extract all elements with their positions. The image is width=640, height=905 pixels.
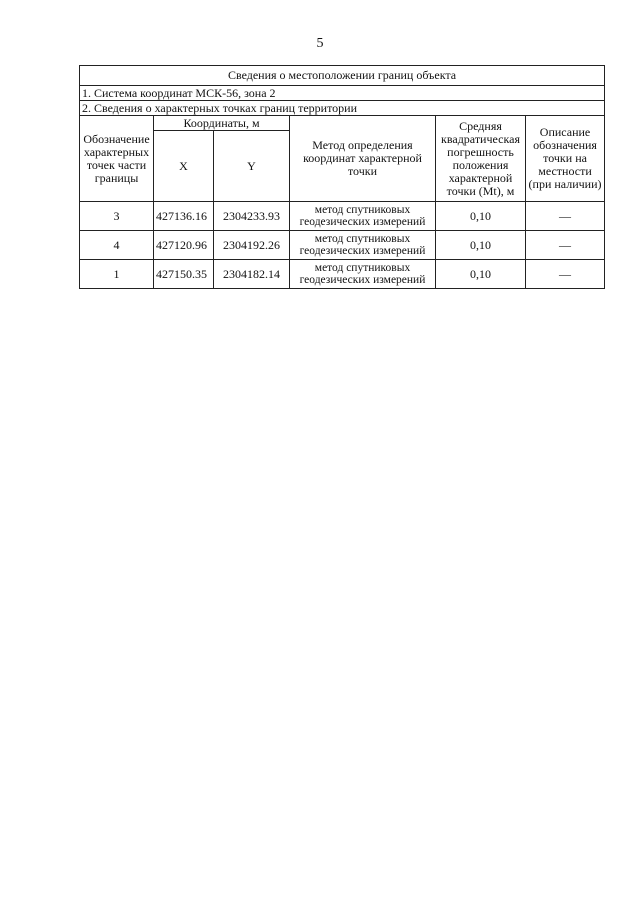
table-title: Сведения о местоположении границ объекта [80,66,605,86]
table-title-row [80,66,605,86]
section1-row [80,86,605,101]
boundary-points-line: 2. Сведения о характерных точках границ территории [80,101,605,116]
table-row [80,202,605,231]
accuracy-cell: 0,10 [436,231,526,260]
header-method: Метод определения координат характерной точки [290,116,436,202]
header-point-designation: Обозначение характерных точек части границы [80,116,154,202]
method-cell: метод спутниковых геодезических измерений [290,202,436,231]
x-cell: 427150.35 [154,260,214,289]
accuracy-cell: 0,10 [436,260,526,289]
page-number: 5 [316,36,324,51]
point-cell: 3 [80,202,154,231]
y-cell: 2304233.93 [214,202,290,231]
header-coordinates: Координаты, м [154,116,290,131]
method-cell: метод спутниковых геодезических измерений [290,260,436,289]
header-y: Y [214,131,290,202]
y-cell: 2304182.14 [214,260,290,289]
y-cell: 2304192.26 [214,231,290,260]
description-cell: — [526,202,605,231]
header-row-1 [80,116,605,131]
boundary-table [79,65,605,289]
point-cell: 1 [80,260,154,289]
accuracy-cell: 0,10 [436,202,526,231]
header-description: Описание обозначения точки на местности (при наличии) [526,116,605,202]
header-x: X [154,131,214,202]
section2-row [80,101,605,116]
table-row [80,260,605,289]
point-cell: 4 [80,231,154,260]
header-accuracy: Средняя квадратическая погрешность положения характерной точки (Mt), м [436,116,526,202]
x-cell: 427120.96 [154,231,214,260]
description-cell: — [526,260,605,289]
table-row [80,231,605,260]
method-cell: метод спутниковых геодезических измерений [290,231,436,260]
x-cell: 427136.16 [154,202,214,231]
coordinate-system-line: 1. Система координат МСК-56, зона 2 [80,86,605,101]
description-cell: — [526,231,605,260]
